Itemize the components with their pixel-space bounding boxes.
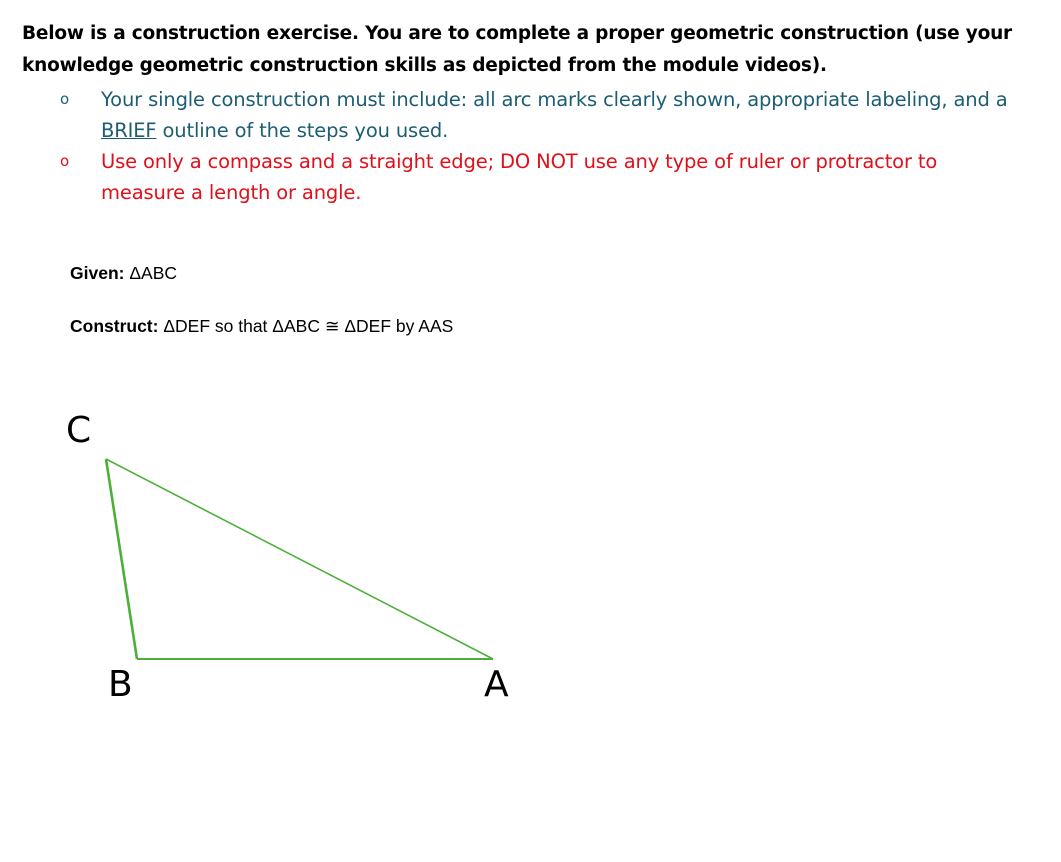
given-statement <box>70 262 177 284</box>
construct-label: Construct: <box>70 316 159 336</box>
given-value: ΔABC <box>124 263 178 283</box>
requirement-1-emphasis: BRIEF <box>101 119 157 142</box>
requirement-1-text-end: outline of the steps you used. <box>156 119 449 142</box>
construct-value: ΔDEF so that ΔABC ≅ ΔDEF by AAS <box>158 316 454 336</box>
construct-statement <box>70 315 453 337</box>
requirement-1-text-start: Your single construction must include: all arc marks clearly shown, appropriate labeling, and a <box>101 88 1008 111</box>
triangle-abc-figure <box>0 400 560 710</box>
requirement-construction-content <box>60 84 1020 146</box>
given-label: Given: <box>70 263 125 283</box>
requirement-2-text: Use only a compass and a straight edge; DO NOT use any type of ruler or protractor to measure a length or angle. <box>101 150 938 204</box>
vertex-label-b: B <box>108 664 133 705</box>
triangle-side-ca <box>106 459 493 659</box>
bullet-icon: o <box>60 152 70 170</box>
vertex-label-a: A <box>484 664 509 705</box>
bullet-icon: o <box>60 90 70 108</box>
instructions-intro: Below is a construction exercise. You are to complete a proper geometric construction (use your knowledge geometric construction skills as depicted from the module videos). <box>22 23 1012 76</box>
triangle-side-cb <box>106 459 137 659</box>
vertex-label-c: C <box>66 410 92 451</box>
requirements-list <box>60 84 1020 208</box>
requirement-tools <box>60 146 1020 208</box>
